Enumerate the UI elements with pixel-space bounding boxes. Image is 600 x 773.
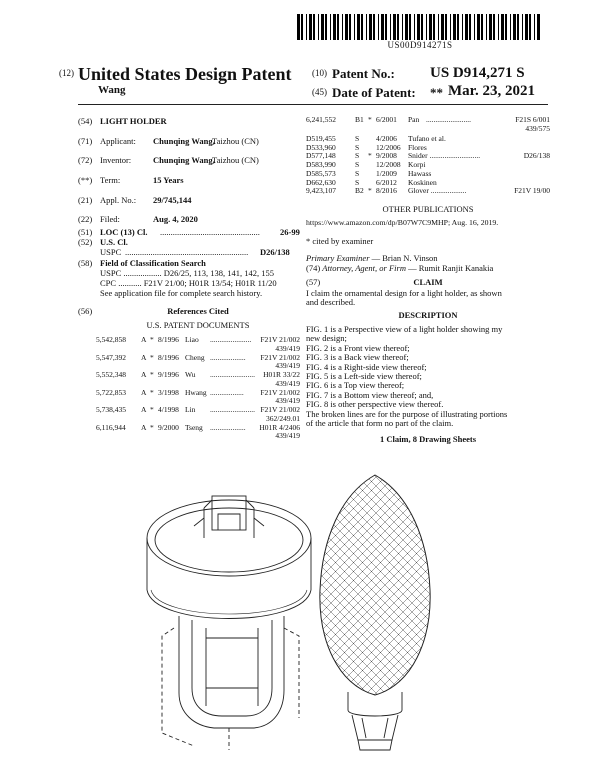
reference-name: Hawass [408, 168, 432, 178]
reference-kind: B2 [355, 186, 364, 196]
field-52-label: U.S. Cl. [100, 237, 128, 247]
reference-dots: ...................... [210, 335, 252, 344]
reference-date: 8/1996 [158, 335, 179, 344]
field-72-label: Inventor: [100, 155, 132, 165]
claims-summary: 1 Claim, 8 Drawing Sheets [379, 434, 477, 444]
reference-date: 6/2012 [376, 177, 397, 187]
uspc-value: D26/138 [260, 247, 290, 257]
reference-kind: A [141, 352, 147, 362]
reference-date: 12/2006 [376, 142, 401, 152]
term-label: Term: [100, 175, 121, 185]
reference-class: H01R 4/2406 [259, 422, 300, 432]
claim-text-line-2: and described. [306, 297, 356, 307]
reference-name: Cheng [185, 352, 205, 362]
date-code: (45) [312, 87, 327, 97]
reference-kind: S [355, 134, 360, 143]
reference-date: 8/1996 [158, 352, 179, 362]
reference-kind: A [141, 335, 147, 344]
description-line: of the article that form no part of the claim. [306, 418, 454, 428]
reference-number: D583,990 [306, 160, 336, 170]
reference-class: D26/138 [523, 151, 550, 161]
reference-class-2: 439/419 [275, 378, 300, 388]
reference-dots: ........................ [426, 115, 471, 124]
reference-date: 4/1998 [158, 405, 179, 414]
reference-name: Korpi [408, 160, 426, 170]
reference-class: F21V 21/002 [260, 335, 300, 344]
reference-class: F21S 6/001 [515, 115, 550, 124]
date-star: ** [430, 85, 443, 100]
other-publications-heading: OTHER PUBLICATIONS [382, 204, 474, 214]
field-71-value: Chunqing Wang, [153, 136, 215, 146]
reference-dots: ........................ [210, 405, 255, 414]
field-22-value: Aug. 4, 2020 [153, 214, 198, 224]
reference-date: 9/2008 [376, 151, 397, 161]
reference-date: 6/2001 [376, 115, 397, 124]
primary-examiner: — Brian N. Vinson [369, 253, 438, 263]
reference-number: 6,241,552 [306, 115, 336, 124]
field-71-code: (71) [78, 136, 93, 146]
field-54-code: (54) [78, 116, 93, 126]
field-51-label: LOC (13) Cl. [100, 227, 148, 237]
reference-date: 3/1998 [158, 387, 179, 397]
field-71-label: Applicant: [100, 136, 136, 146]
reference-date: 1/2009 [376, 168, 397, 178]
barcode [297, 14, 543, 40]
field-58-code: (58) [78, 258, 93, 268]
reference-number: D519,455 [306, 134, 336, 143]
inventor-short: Wang [98, 84, 126, 96]
reference-kind: S [355, 168, 360, 178]
patent-date: Mar. 23, 2021 [448, 83, 535, 99]
reference-dots: ................... [210, 352, 246, 362]
description-line: FIG. 8 is other perspective view thereof. [306, 399, 444, 410]
patent-no-code: (10) [312, 68, 327, 78]
description-line: FIG. 4 is a Right-side view thereof; [306, 361, 427, 372]
reference-name: Pan [408, 115, 420, 124]
reference-kind: S [355, 160, 360, 170]
reference-star: * [368, 151, 372, 161]
reference-star: * [150, 405, 154, 414]
us-patent-documents-heading: U.S. PATENT DOCUMENTS [146, 320, 250, 330]
reference-kind: S [355, 177, 360, 187]
field-72-value: Chunqing Wang, [153, 155, 215, 165]
reference-class-2: 439/575 [525, 124, 550, 133]
uspc-search: USPC .................. D26/25, 113, 138, 141, 142, 155 [100, 268, 274, 278]
description-line: FIG. 1 is a Perspective view of a light holder showing my [306, 324, 503, 334]
reference-kind: B1 [355, 115, 364, 124]
patent-no-label: Patent No.: [332, 66, 395, 81]
reference-class-2: 439/419 [275, 431, 300, 441]
cited-by-examiner: * cited by examiner [306, 236, 374, 246]
primary-examiner-label: Primary Examiner [306, 253, 370, 263]
reference-name: Koskinen [408, 177, 437, 187]
see-application: See application file for complete search history. [100, 288, 263, 298]
field-51-value: 26-99 [280, 227, 300, 237]
description-line: new design; [306, 333, 347, 344]
reference-kind: A [141, 387, 147, 397]
reference-class-2: 362/249.01 [266, 413, 300, 423]
reference-class-2: 439/419 [275, 361, 300, 371]
reference-number: 6,116,944 [96, 422, 126, 432]
description-line: FIG. 7 is a Bottom view thereof; and, [306, 389, 434, 400]
reference-dots: ................... [210, 422, 246, 432]
claim-text-line-1: I claim the ornamental design for a light holder, as shown [306, 288, 502, 298]
field-21-code: (21) [78, 195, 93, 205]
term-code: (**) [78, 175, 93, 185]
reference-star: * [368, 115, 372, 124]
reference-class-2: 439/419 [275, 396, 300, 406]
reference-kind: A [141, 405, 147, 414]
reference-name: Wu [185, 370, 196, 379]
field-51-dots: ............................................... [160, 227, 260, 237]
flame-bulb-drawing [300, 470, 450, 755]
claim-code: (57) [306, 277, 321, 287]
reference-number: D585,573 [306, 168, 336, 178]
document-number: US00D914271S [387, 40, 453, 50]
reference-number: D577,148 [306, 151, 336, 161]
reference-name: Hwang [185, 387, 207, 397]
references-title: References Cited [167, 306, 229, 316]
reference-star: * [150, 387, 154, 397]
reference-date: 9/2000 [158, 422, 179, 432]
reference-name: Liao [185, 335, 199, 344]
field-21-label: Appl. No.: [100, 195, 137, 205]
reference-name: Lin [185, 405, 196, 414]
reference-name: Tufano et al. [408, 134, 446, 143]
reference-dots: ........................ [210, 370, 255, 379]
uspc-dots: .......................................................... [125, 247, 249, 257]
description-line: FIG. 6 is a Top view thereof; [306, 380, 405, 391]
reference-kind: S [355, 142, 360, 152]
field-51-code: (51) [78, 227, 93, 237]
light-holder-base-drawing [134, 478, 324, 753]
reference-date: 9/1996 [158, 370, 179, 379]
reference-dots: .................. [210, 387, 244, 397]
reference-date: 4/2006 [376, 134, 397, 143]
date-label: Date of Patent: [332, 85, 416, 100]
reference-number: D533,960 [306, 142, 336, 152]
reference-name: Flores [408, 142, 427, 152]
attorney-label: Attorney, Agent, or Firm [322, 263, 406, 273]
reference-star: * [368, 186, 372, 196]
description-line: The broken lines are for the purpose of illustrating portions [306, 408, 508, 419]
reference-name: Snider ........................... [408, 151, 481, 161]
patent-no: US D914,271 S [430, 65, 525, 81]
reference-number: 5,722,853 [96, 387, 126, 397]
field-52-code: (52) [78, 237, 93, 247]
field-22-label: Filed: [100, 214, 120, 224]
field-72-place: Taizhou (CN) [212, 155, 259, 165]
reference-number: 5,542,858 [96, 335, 126, 344]
reference-number: 5,738,435 [96, 405, 126, 414]
reference-number: 5,547,392 [96, 352, 126, 362]
field-72-code: (72) [78, 155, 93, 165]
attorney-code: (74) [306, 263, 321, 273]
reference-number: 9,423,107 [306, 186, 336, 196]
reference-kind: A [141, 422, 147, 432]
field-21-value: 29/745,144 [153, 195, 192, 205]
description-line: FIG. 2 is a Front view thereof; [306, 342, 410, 353]
reference-name: Tseng [185, 422, 203, 432]
header-rule [78, 104, 548, 105]
reference-class: F21V 21/002 [260, 387, 300, 397]
reference-kind: A [141, 370, 147, 379]
reference-name: Glover ................... [408, 186, 467, 196]
description-line: FIG. 3 is a Back view thereof; [306, 352, 409, 363]
field-58-label: Field of Classification Search [100, 258, 206, 268]
field-71-place: Taizhou (CN) [212, 136, 259, 146]
reference-class-2: 439/419 [275, 343, 300, 353]
description-heading: DESCRIPTION [398, 310, 458, 320]
field-22-code: (22) [78, 214, 93, 224]
reference-star: * [150, 370, 154, 379]
patent-title: United States Design Patent [78, 64, 292, 84]
cpc-search: CPC ........... F21V 21/00; H01R 13/54; H01R 11/20 [100, 278, 277, 288]
reference-class: F21V 21/002 [260, 352, 300, 362]
reference-class: H01R 33/22 [263, 370, 300, 379]
reference-star: * [150, 422, 154, 432]
description-line: FIG. 5 is a Left-side view thereof; [306, 371, 422, 381]
field-54-title: LIGHT HOLDER [100, 116, 167, 126]
reference-star: * [150, 352, 154, 362]
other-publication: https://www.amazon.com/dp/B07W7C9MHP; Aug. 16, 2019. [306, 218, 499, 227]
reference-number: 5,552,348 [96, 370, 126, 379]
reference-star: * [150, 335, 154, 344]
reference-number: D662,630 [306, 177, 336, 187]
uspc-label: USPC [100, 247, 122, 257]
claim-heading: CLAIM [413, 277, 443, 287]
reference-class: F21V 19/00 [514, 186, 550, 196]
term-value: 15 Years [153, 175, 184, 185]
attorney: — Rumit Ranjit Kanakia [405, 263, 494, 273]
reference-class: F21V 21/002 [260, 405, 300, 414]
reference-date: 12/2008 [376, 160, 401, 170]
reference-kind: S [355, 151, 360, 161]
kind-code: (12) [59, 68, 74, 78]
reference-date: 8/2016 [376, 186, 397, 196]
references-code: (56) [78, 306, 93, 316]
